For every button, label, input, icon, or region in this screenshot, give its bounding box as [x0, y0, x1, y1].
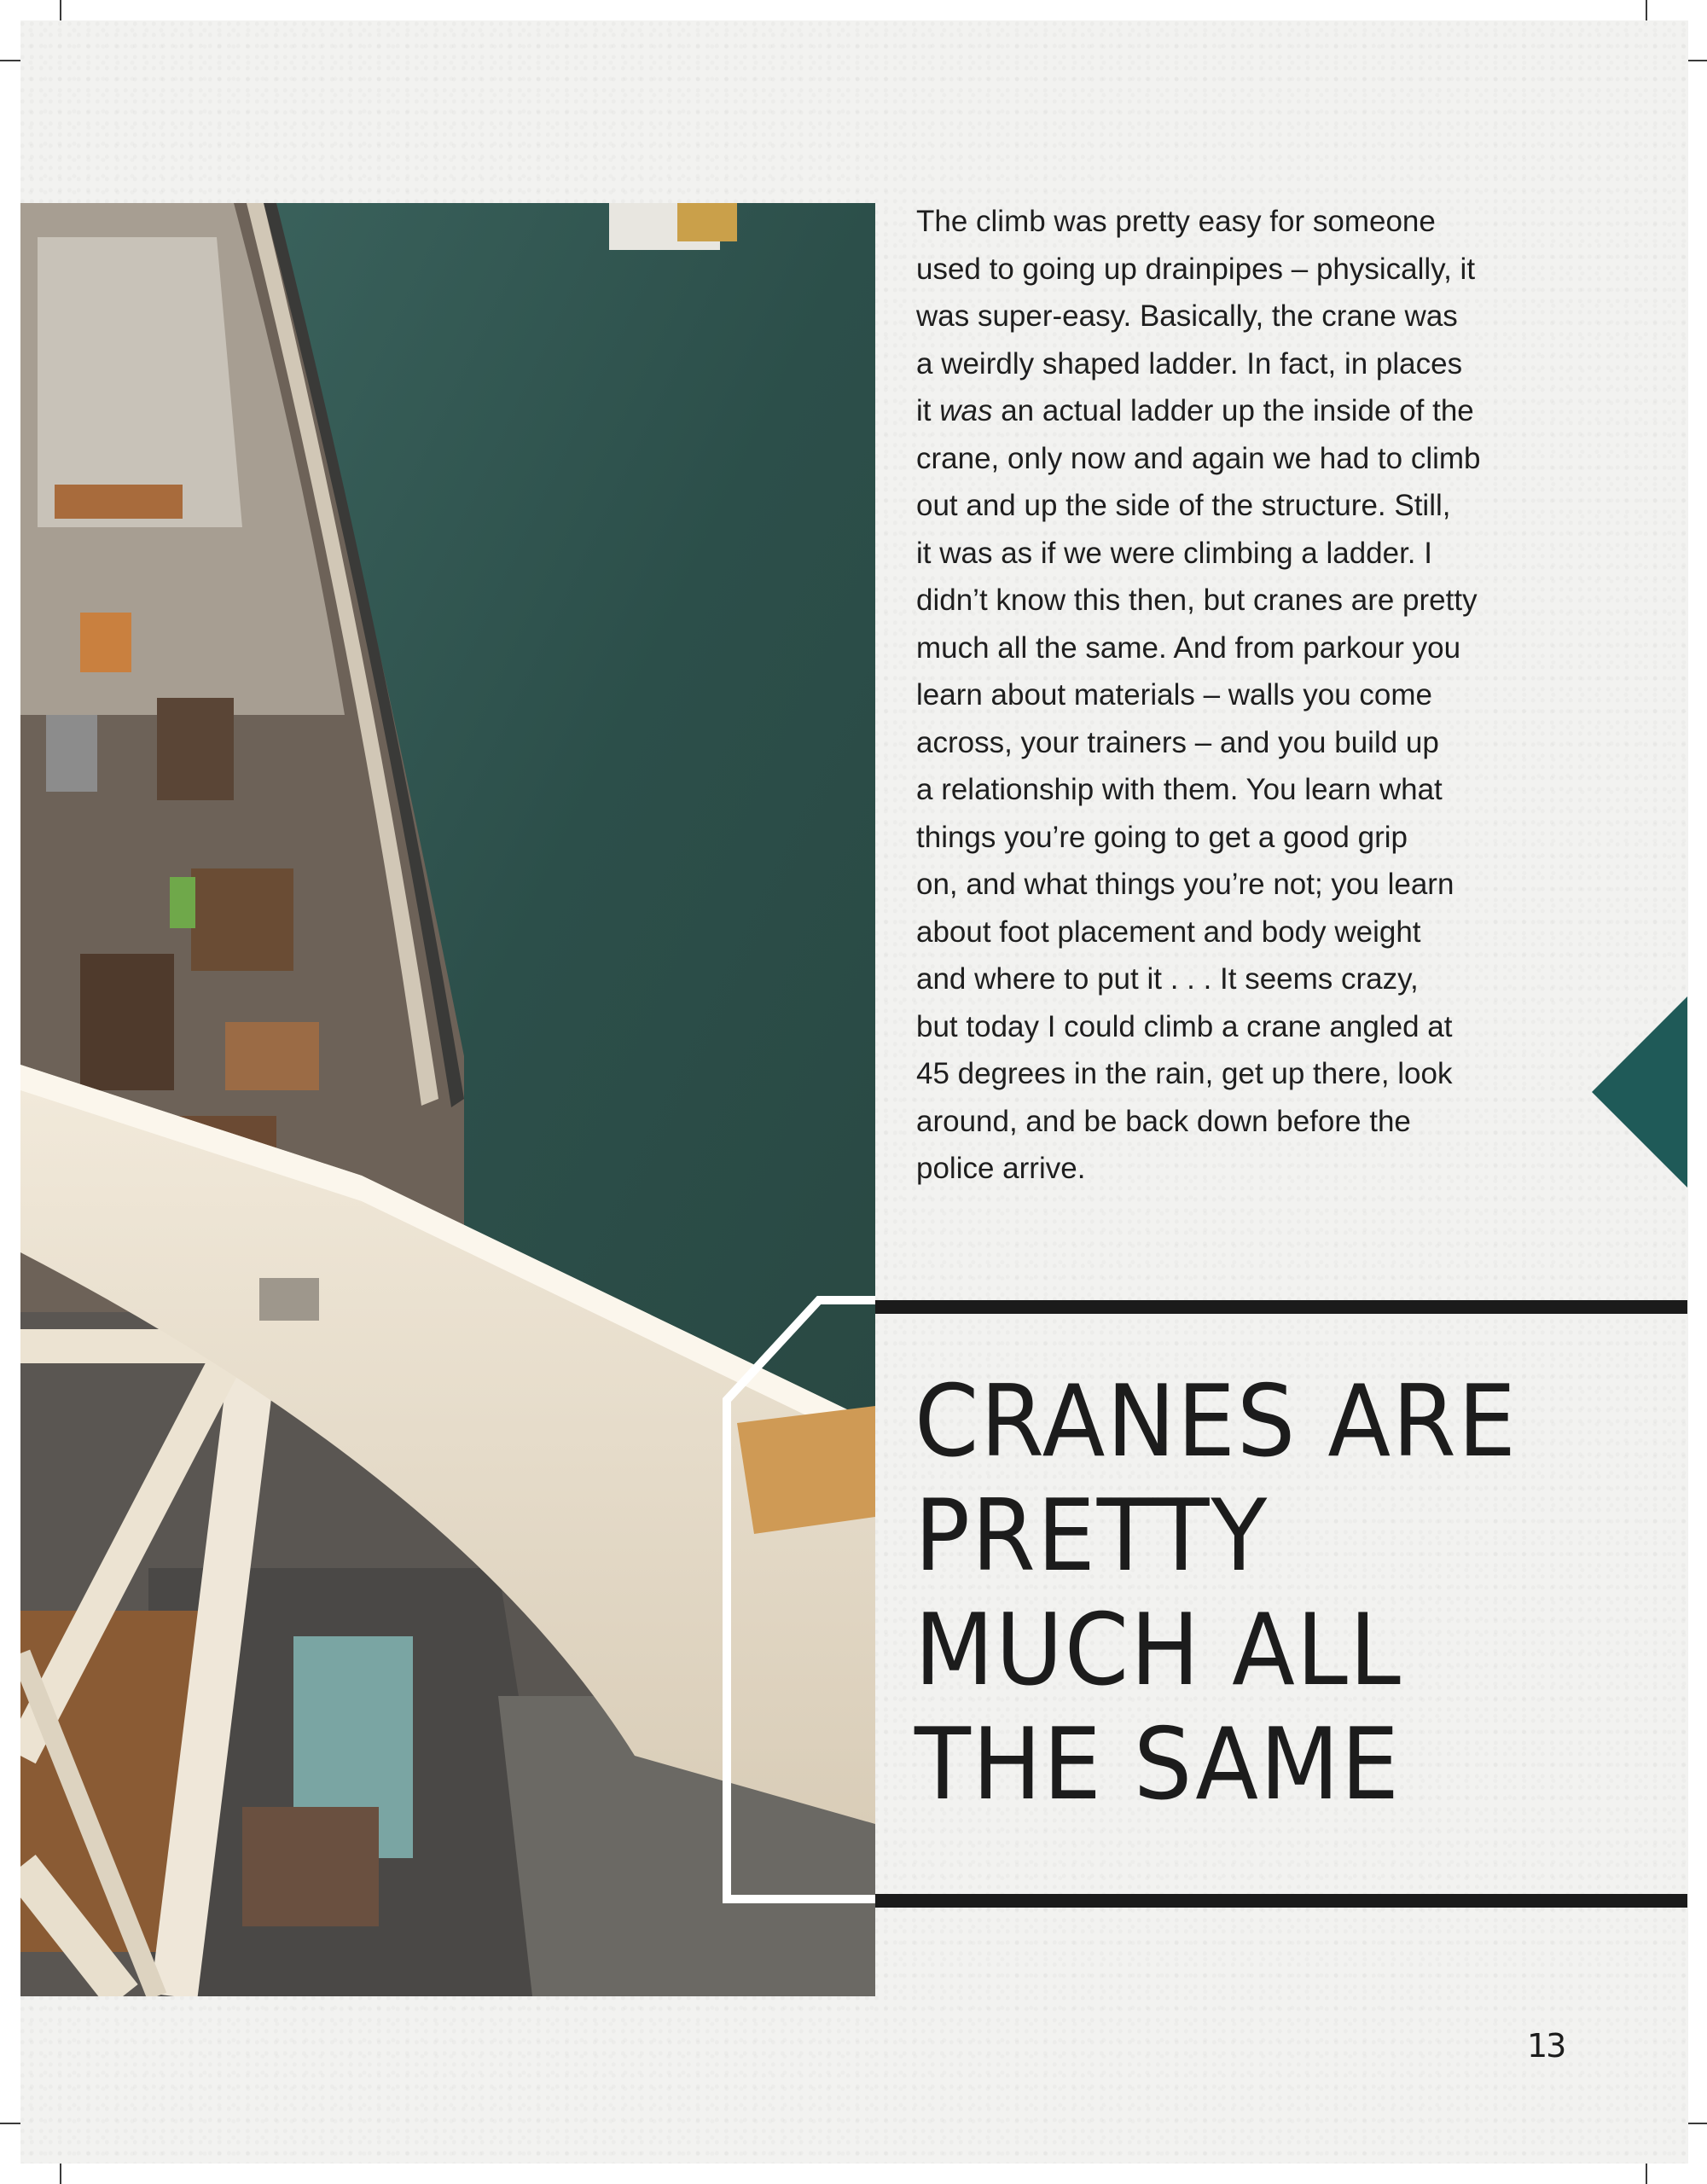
pull-quote-rule-top — [875, 1300, 1687, 1314]
body-text-line: a weirdly shaped ladder. In fact, in places — [916, 346, 1463, 380]
pull-quote-rule-bottom — [875, 1894, 1687, 1908]
teal-tab-arrow — [1592, 996, 1687, 1188]
body-paragraph — [916, 198, 1547, 1193]
body-text-line: much all the same. And from parkour you — [916, 630, 1461, 665]
body-text-line: used to going up drainpipes – physically, it — [916, 252, 1476, 286]
pull-quote-frame — [717, 1293, 887, 1908]
body-text-line: about foot placement and body weight — [916, 915, 1421, 949]
body-text-line: crane, only now and again we had to climb — [916, 441, 1481, 475]
body-text-line: was super-easy. Basically, the crane was — [916, 299, 1458, 333]
headline-line: CRANES ARE — [914, 1364, 1518, 1479]
body-text-line: 45 degrees in the rain, get up there, look — [916, 1057, 1453, 1090]
body-text-line: on, and what things you’re not; you learn — [916, 868, 1454, 901]
body-text-line: learn about materials – walls you come — [916, 678, 1433, 712]
body-text-line: but today I could climb a crane angled at — [916, 1009, 1453, 1043]
body-text-line: a relationship with them. You learn what — [916, 773, 1443, 806]
emphasis: was — [939, 394, 993, 427]
body-text-line: and where to put it . . . It seems crazy, — [916, 962, 1419, 996]
body-text-line: around, and be back down before the — [916, 1104, 1411, 1138]
headline-line: MUCH ALL — [914, 1593, 1402, 1708]
body-text-line: police arrive. — [916, 1152, 1086, 1185]
body-text-line: across, your trainers – and you build up — [916, 725, 1439, 759]
body-text-line: it was as if we were climbing a ladder. I — [916, 536, 1432, 570]
body-text-line: things you’re going to get a good grip — [916, 820, 1408, 854]
body-text-line: The climb was pretty easy for someone — [916, 205, 1436, 238]
body-text-line: didn’t know this then, but cranes are pretty — [916, 584, 1478, 617]
headline-line: PRETTY — [914, 1478, 1269, 1594]
pull-quote-headline — [914, 1365, 1518, 1822]
body-text-line: out and up the side of the structure. Still, — [916, 489, 1451, 522]
body-text-line: it was an actual ladder up the inside of the — [916, 394, 1474, 427]
headline-line: THE SAME — [914, 1707, 1401, 1822]
page-number: 13 — [1527, 2027, 1565, 2065]
